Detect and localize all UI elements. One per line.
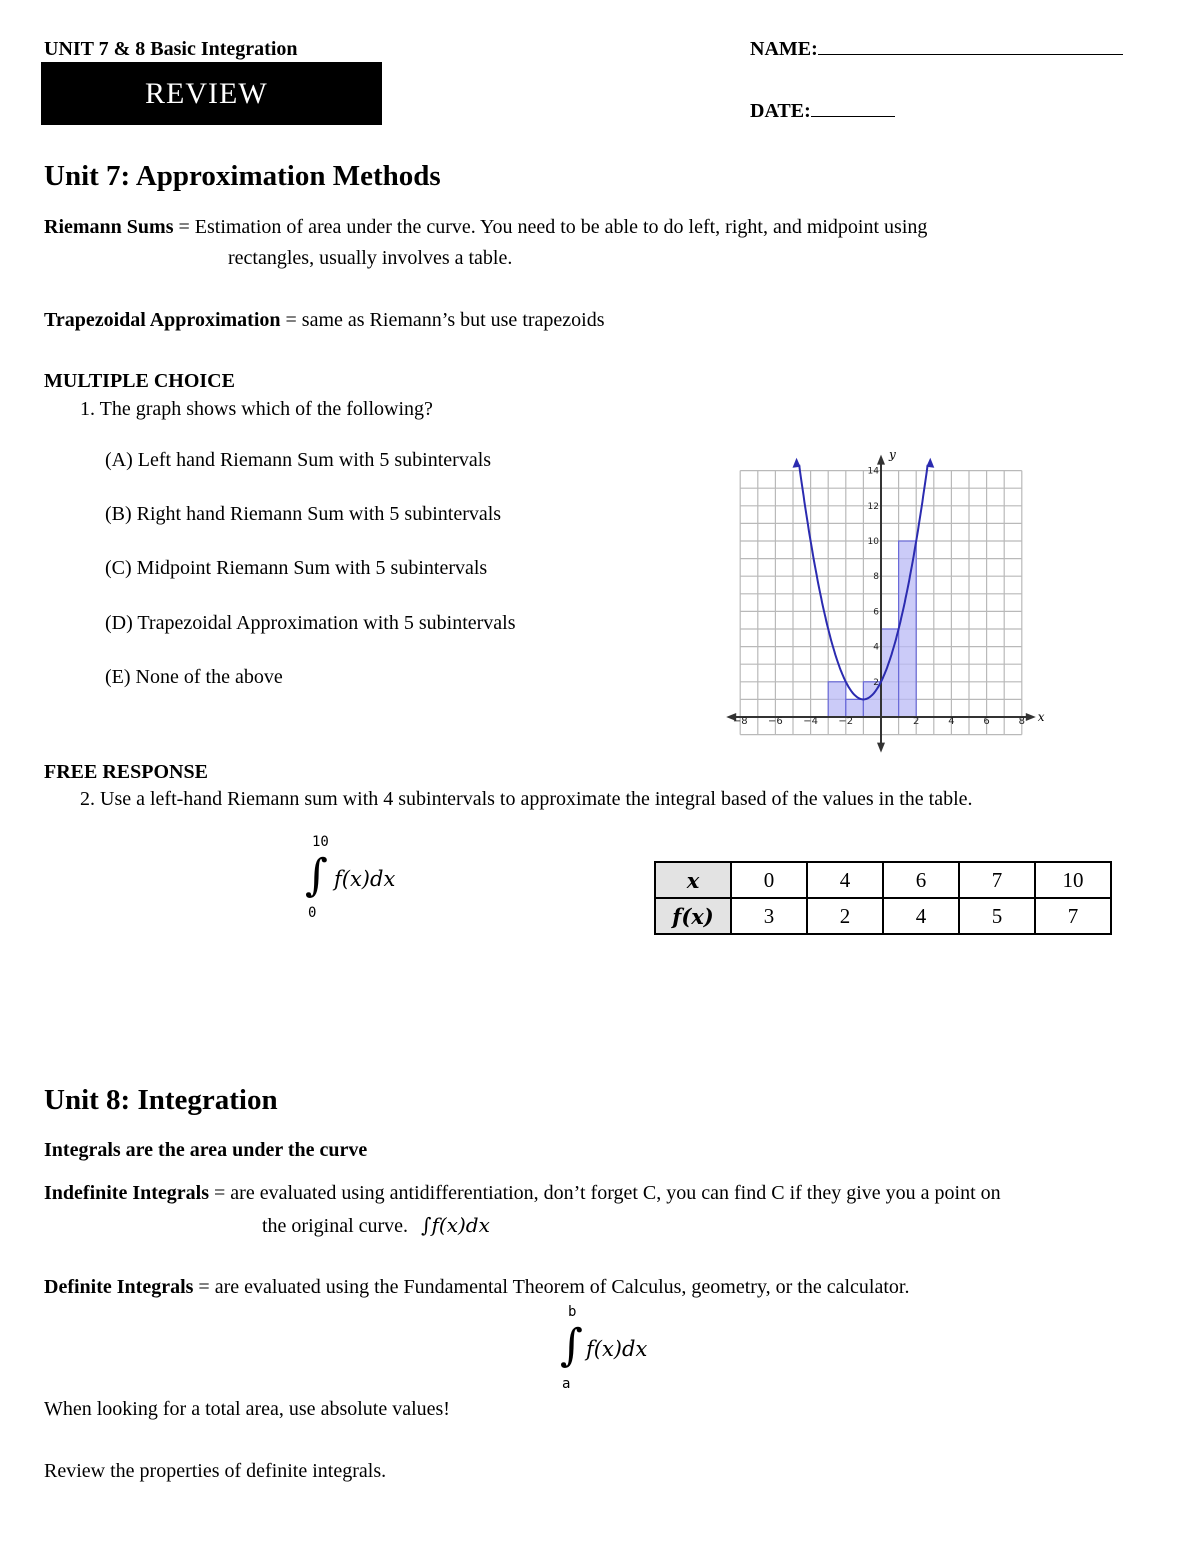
option-a[interactable]: (A) Left hand Riemann Sum with 5 subintervals: [105, 449, 492, 471]
indefinite-def-line2: the original curve.: [262, 1215, 409, 1237]
fr-heading: FREE RESPONSE: [44, 761, 208, 783]
integral-lower-limit: 0: [308, 905, 317, 921]
definite-lower-limit: a: [562, 1376, 571, 1392]
table-cell: 6: [883, 862, 959, 898]
table-f-label: f(x): [655, 898, 731, 934]
table-cell: 4: [883, 898, 959, 934]
y-tick-label: 10: [867, 537, 879, 547]
x-axis-arrow-right: [1026, 713, 1036, 721]
y-axis-label: y: [889, 447, 896, 462]
curve-arrow-right: [926, 458, 934, 468]
date-blank[interactable]: [811, 116, 895, 117]
review-banner: [41, 62, 382, 125]
y-tick-label: 6: [873, 607, 879, 618]
option-b[interactable]: (B) Right hand Riemann Sum with 5 subintervals: [105, 503, 502, 525]
x-tick-label: −4: [803, 716, 818, 727]
riemann-term: Riemann Sums: [44, 216, 174, 238]
question-1: 1. The graph shows which of the following?: [80, 398, 433, 420]
table-cell: 0: [731, 862, 807, 898]
name-field[interactable]: [750, 38, 1123, 61]
table-row-x: [655, 862, 1111, 898]
definite-upper-limit: b: [568, 1304, 577, 1320]
option-c[interactable]: (C) Midpoint Riemann Sum with 5 subintervals: [105, 557, 488, 579]
x-tick-label: 8: [1018, 716, 1025, 727]
y-tick-label: 12: [867, 501, 879, 512]
x-tick-label: −2: [838, 716, 854, 727]
y-tick-label: 14: [867, 466, 879, 477]
date-label: DATE:: [750, 100, 811, 122]
indefinite-term: Indefinite Integrals: [44, 1182, 209, 1204]
option-e[interactable]: (E) None of the above: [105, 666, 283, 688]
definite-integral-sign: ∫: [560, 1320, 583, 1371]
function-table: [654, 861, 1112, 935]
date-field[interactable]: [750, 100, 895, 123]
x-tick-label: 6: [983, 716, 990, 727]
table-cell: 10: [1035, 862, 1111, 898]
riemann-rectangle: [828, 682, 846, 717]
riemann-graph: [715, 425, 1050, 755]
riemann-definition: [44, 212, 1164, 242]
unit7-title: Unit 7: Approximation Methods: [44, 160, 441, 192]
y-tick-label: 8: [873, 572, 879, 583]
table-cell: 4: [807, 862, 883, 898]
table-cell: 7: [959, 862, 1035, 898]
absolute-values-note: When looking for a total area, use absolute values!: [44, 1398, 450, 1420]
trapezoidal-definition: [44, 305, 605, 335]
x-axis-label: x: [1037, 710, 1045, 724]
x-tick-label: 4: [948, 716, 955, 727]
table-cell: 7: [1035, 898, 1111, 934]
indefinite-def-line1: = are evaluated using antidifferentiation, don’t forget C, you can find C if they give you a point on: [209, 1182, 1001, 1204]
y-tick-label: 4: [873, 642, 879, 653]
indefinite-definition: [44, 1178, 1194, 1208]
riemann-def-line2: rectangles, usually involves a table.: [228, 247, 513, 269]
y-tick-label: 2: [873, 677, 879, 688]
x-tick-label: −6: [768, 716, 783, 727]
curve-arrow-left: [793, 458, 801, 468]
integrals-area-heading: Integrals are the area under the curve: [44, 1139, 368, 1161]
trapezoidal-def: = same as Riemann’s but use trapezoids: [280, 309, 605, 331]
y-axis-arrow-down: [877, 743, 885, 753]
trapezoidal-term: Trapezoidal Approximation: [44, 309, 281, 331]
integral-upper-limit: 10: [312, 834, 329, 850]
riemann-rectangle: [846, 699, 864, 717]
indefinite-def-line2-wrap: [262, 1210, 490, 1241]
definite-definition: [44, 1272, 909, 1302]
table-row-f: [655, 898, 1111, 934]
properties-note: Review the properties of definite integrals.: [44, 1460, 387, 1482]
definite-integrand: f(x)dx: [586, 1337, 648, 1361]
course-title: UNIT 7 & 8 Basic Integration: [44, 38, 298, 60]
riemann-def-line1: = Estimation of area under the curve. You need to be able to do left, right, and midpoint using: [173, 216, 928, 238]
x-tick-label: −8: [732, 716, 748, 727]
unit8-title: Unit 8: Integration: [44, 1084, 278, 1116]
integral-sign: ∫: [305, 850, 328, 901]
table-cell: 2: [807, 898, 883, 934]
x-tick-label: 2: [913, 716, 920, 727]
table-cell: 3: [731, 898, 807, 934]
y-axis-arrow-up: [877, 455, 885, 465]
review-label: REVIEW: [145, 77, 268, 110]
integrand: f(x)dx: [334, 867, 396, 891]
name-label: NAME:: [750, 38, 818, 60]
riemann-rectangle: [899, 541, 917, 717]
option-d[interactable]: (D) Trapezoidal Approximation with 5 subintervals: [105, 612, 516, 634]
definite-def: = are evaluated using the Fundamental Theorem of Calculus, geometry, or the calculator.: [193, 1276, 910, 1298]
question-2: 2. Use a left-hand Riemann sum with 4 subintervals to approximate the integral based of the values in the table.: [80, 788, 973, 810]
table-cell: 5: [959, 898, 1035, 934]
table-x-label: x: [655, 862, 731, 898]
name-blank[interactable]: [818, 54, 1123, 55]
mc-heading: MULTIPLE CHOICE: [44, 370, 235, 392]
definite-term: Definite Integrals: [44, 1276, 194, 1298]
indefinite-integral-math: ∫f(x)dx: [421, 1213, 490, 1237]
